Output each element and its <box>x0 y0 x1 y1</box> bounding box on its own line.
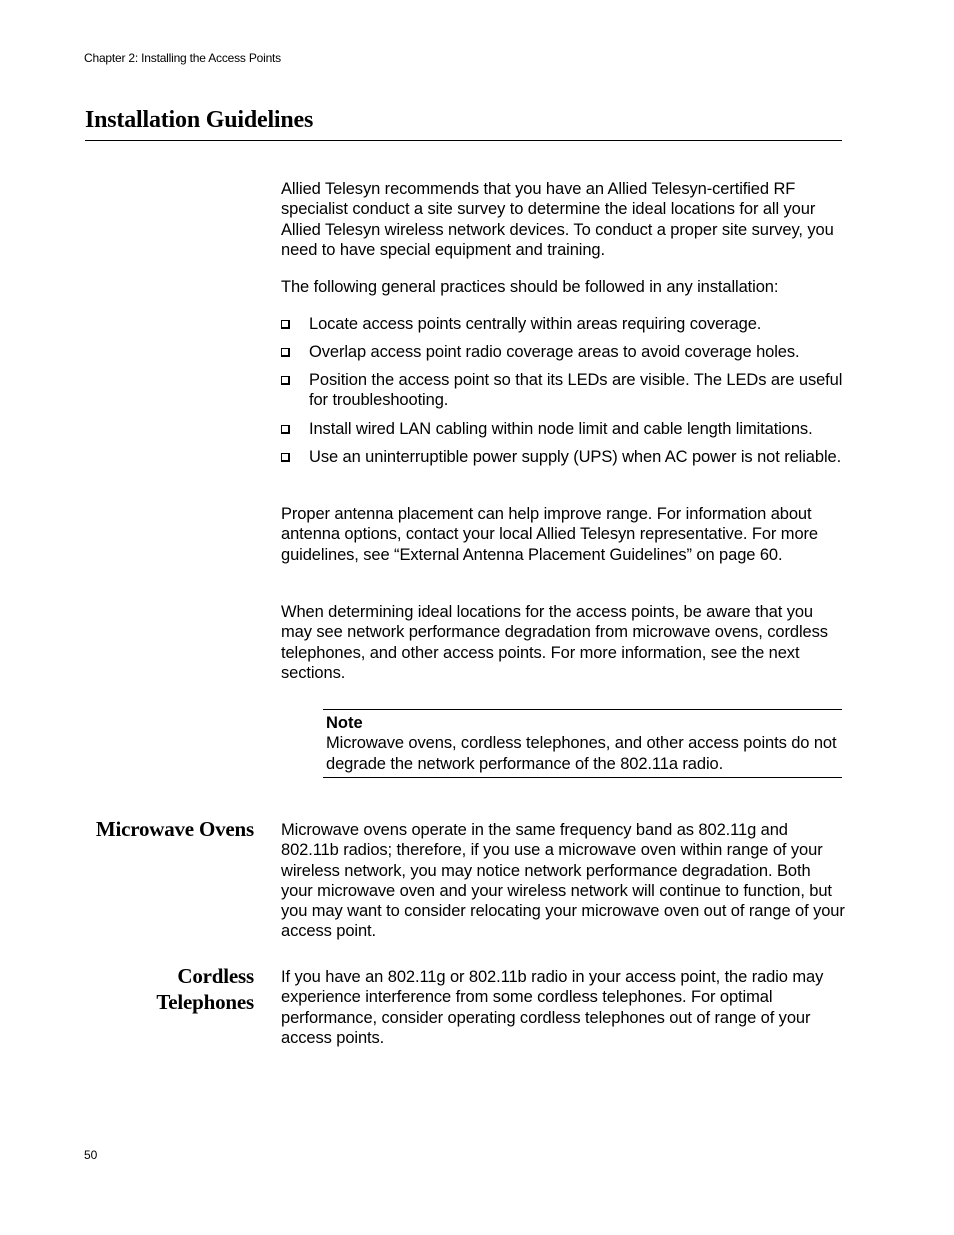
cordless-telephones-heading <box>156 963 254 1015</box>
checkbox-bullet-icon <box>281 320 290 329</box>
checkbox-bullet-icon <box>281 453 290 462</box>
intro-paragraph: Allied Telesyn recommends that you have an Allied Telesyn-certified RF specialist conduct a site survey to determine the ideal locations for all your Allied Telesyn wireless network devices. To conduct a proper site survey, you need to have special equipment and training. <box>281 180 834 259</box>
list-item <box>281 447 846 467</box>
antenna-paragraph: Proper antenna placement can help improve range. For information about antenna options, contact your local Allied Telesyn representative. For more guidelines, see “External Antenna Placement Guidelines” on page 60. <box>281 505 819 564</box>
practices-list <box>281 314 846 475</box>
list-item <box>281 419 846 439</box>
list-item-text: Locate access points centrally within areas requiring coverage. <box>309 315 762 333</box>
checkbox-bullet-icon <box>281 425 290 434</box>
microwave-ovens-paragraph: Microwave ovens operate in the same frequency band as 802.11g and 802.11b radios; therefore, if you use a microwave oven within range of your wireless network, you may notice network performance degradation. Both your microwave oven and your wireless network will continue to function, but you may want to consider relocating your microwave oven out of range of your access point. <box>281 821 845 941</box>
checkbox-bullet-icon <box>281 348 290 357</box>
note-label: Note <box>326 714 363 732</box>
note-text: Microwave ovens, cordless telephones, and other access points do not degrade the network performance of the 802.11a radio. <box>326 734 837 773</box>
title-rule <box>85 140 842 141</box>
checkbox-bullet-icon <box>281 376 290 385</box>
list-item-text: Use an uninterruptible power supply (UPS) when AC power is not reliable. <box>309 447 842 466</box>
microwave-ovens-heading <box>96 816 254 842</box>
list-item <box>281 342 846 362</box>
list-item-text: Install wired LAN cabling within node limit and cable length limitations. <box>309 419 813 438</box>
list-item-text: Position the access point so that its LEDs are visible. The LEDs are useful for troubleshooting. <box>309 371 843 410</box>
cordless-telephones-paragraph: If you have an 802.11g or 802.11b radio in your access point, the radio may experience interference from some cordless telephones. For optimal performance, consider operating cordless telephones out of range of your access points. <box>281 968 824 1047</box>
practices-intro-paragraph: The following general practices should be followed in any installation: <box>281 278 779 296</box>
section-title: Installation Guidelines <box>85 107 314 133</box>
cordless-heading-line1: Cordless <box>177 964 254 988</box>
list-item-text: Overlap access point radio coverage areas to avoid coverage holes. <box>309 343 800 362</box>
list-item <box>281 314 846 334</box>
page-number: 50 <box>84 1148 98 1162</box>
microwave-ovens-heading-text: Microwave Ovens <box>95 817 254 841</box>
cordless-heading-line2: Telephones <box>156 990 254 1014</box>
locations-paragraph: When determining ideal locations for the access points, be aware that you may see network performance degradation from microwave ovens, cordless telephones, and other access points. For more information, see the next sections. <box>281 603 828 682</box>
note-box <box>323 709 842 778</box>
list-item <box>281 370 846 411</box>
running-header: Chapter 2: Installing the Access Points <box>84 51 281 65</box>
